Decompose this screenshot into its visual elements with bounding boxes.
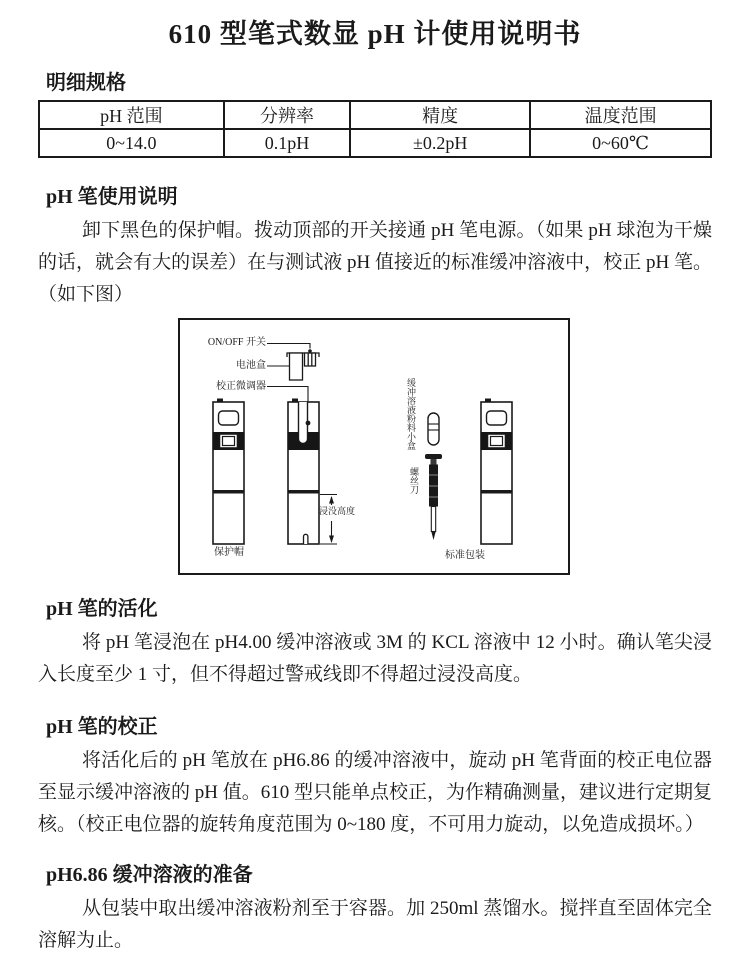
spec-col-resolution: 分辨率 <box>224 101 350 129</box>
immersion-height-label: 浸没高度 <box>319 506 356 516</box>
spec-section-heading: 明细规格 <box>46 72 126 94</box>
spec-col-accuracy: 精度 <box>350 101 530 129</box>
pen-back-view <box>288 399 319 545</box>
trimmer-pot-dot <box>306 421 311 426</box>
buffer-powder-capsule <box>428 413 439 445</box>
spec-table-value-row <box>39 129 711 157</box>
buffer-prep-section-heading: pH6.86 缓冲溶液的准备 <box>46 864 253 886</box>
spec-value-resolution: 0.1pH <box>224 129 350 157</box>
page-title: 610 型笔式数显 pH 计使用说明书 <box>168 19 582 49</box>
calibration-section-heading: pH 笔的校正 <box>46 716 158 738</box>
immersion-height-dimension <box>320 495 337 545</box>
spec-value-ph-range: 0~14.0 <box>39 129 224 157</box>
screwdriver-drawing <box>425 454 442 540</box>
protective-cap-label: 保护帽 <box>214 547 244 558</box>
activation-section-heading: pH 笔的活化 <box>46 598 158 620</box>
onoff-switch-label: ON/OFF 开关 <box>207 337 266 348</box>
usage-section-heading: pH 笔使用说明 <box>46 186 178 208</box>
buffer-powder-box-label: 缓冲溶液粉料小盒 <box>406 378 416 450</box>
ph-pen-diagram <box>178 318 570 575</box>
spec-value-accuracy: ±0.2pH <box>350 129 530 157</box>
spec-col-temp-range: 温度范围 <box>530 101 711 129</box>
spec-value-temp-range: 0~60℃ <box>530 129 711 157</box>
pen-diagram-drawing <box>180 320 572 577</box>
activation-paragraph: 将 pH 笔浸泡在 pH4.00 缓冲溶液或 3M 的 KCL 溶液中 12 小时。确认笔尖浸入长度至少 1 寸，但不得超过警戒线即不得超过浸没高度。 <box>38 632 712 685</box>
pen-front-view <box>213 399 244 545</box>
usage-paragraph: 卸下黑色的保护帽。拨动顶部的开关接通 pH 笔电源。（如果 pH 球泡为干燥的话，就会有大的误差）在与测试液 pH 值接近的标准缓冲溶液中，校正 pH 笔。（如下图） <box>38 220 712 305</box>
battery-compartment-detail <box>287 349 319 380</box>
pen-packaged-view <box>481 399 512 545</box>
spec-col-ph-range: pH 范围 <box>39 101 224 129</box>
spec-table <box>38 100 712 158</box>
calibration-paragraph: 将活化后的 pH 笔放在 pH6.86 的缓冲溶液中，旋动 pH 笔背面的校正电位器至显示缓冲溶液的 pH 值。610 型只能单点校正，为作精确测量，建议进行定期复核。（校正电位器的旋转角度范围为 0~180 度，不可用力旋动，以免造成损坏。） <box>38 750 712 835</box>
battery-box-label: 电池盒 <box>236 360 266 371</box>
calibration-trimmer-label: 校正微调器 <box>216 381 266 392</box>
screwdriver-label: 螺丝刀 <box>409 467 419 494</box>
buffer-prep-paragraph: 从包装中取出缓冲溶液粉剂至于容器。加 250ml 蒸馏水。搅拌直至固体完全溶解为止。 <box>38 898 712 951</box>
standard-package-label: 标准包装 <box>445 550 485 561</box>
spec-table-header-row <box>39 101 711 129</box>
